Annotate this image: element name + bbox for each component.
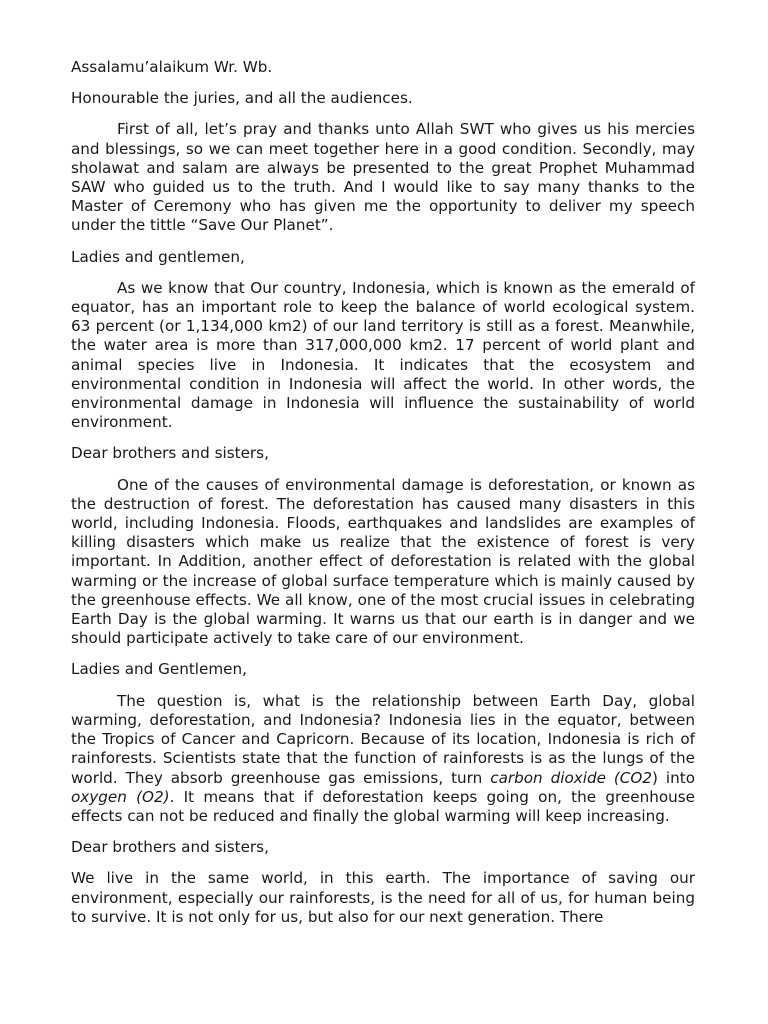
paragraph-2: As we know that Our country, Indonesia, which is known as the emerald of equator, has an important role to keep the balance of world ecological system. 63 percent (or 1,134,000 km2) of our land territory is still as a forest. Meanwhile, the water area is more than 317,000,000 km2. 17 percent of world plant and animal species live in Indonesia. It indicates that the ecosystem and environmental condition in Indonesia will affect the world. In other words, the environmental damage in Indonesia will influence the sustainability of world environment.	[71, 278, 695, 432]
opening-address: Honourable the juries, and all the audiences.	[71, 89, 413, 108]
paragraph-4-text-c: . It means that if deforestation keeps going on, the greenhouse effects can not be reduced and finally the global warming will keep increasing.	[71, 787, 695, 825]
paragraph-4-text-a: The question is, what is the relationship between Earth Day, global warming, deforestation, and Indonesia? Indonesia lies in the equator, between the Tropics of Cancer and Capricorn. Because of its location, Indonesia is rich of rainforests. Scientists state that the function of rainforests is as the lungs of the world. They absorb greenhouse gas emissions, turn	[71, 691, 695, 787]
greeting: Assalamu’alaikum Wr. Wb.	[71, 58, 273, 76]
address-3: Ladies and Gentlemen,	[71, 660, 247, 679]
paragraph-4-text-b: ) into	[652, 768, 695, 787]
term-oxygen: oxygen (O2)	[71, 787, 170, 806]
paragraph-5: We live in the same world, in this earth. The importance of saving our environment, especially our rainforests, is the need for all of us, for human being to survive. It is not only for us, but also for our next generation. There	[71, 869, 695, 926]
document-page	[71, 58, 695, 939]
address-1: Ladies and gentlemen,	[71, 247, 245, 266]
paragraph-3: One of the causes of environmental damage is deforestation, or known as the destruction of forest. The deforestation has caused many disasters in this world, including Indonesia. Floods, earthquakes and landslides are examples of killing disasters which make us realize that the existence of forest is very important. In Addition, another effect of deforestation is related with the global warming or the increase of global surface temperature which is mainly caused by the greenhouse effects. We all know, one of the most crucial issues in celebrating Earth Day is the global warming. It warns us that our earth is in danger and we should participate actively to take care of our environment.	[71, 475, 695, 648]
paragraph-4	[71, 692, 695, 826]
address-2: Dear brothers and sisters,	[71, 444, 269, 463]
term-carbon-dioxide: carbon dioxide (CO2	[490, 768, 653, 787]
address-4: Dear brothers and sisters,	[71, 838, 269, 857]
paragraph-1: First of all, let’s pray and thanks unto Allah SWT who gives us his mercies and blessings, so we can meet together here in a good condition. Secondly, may sholawat and salam are always be presented to the great Prophet Muhammad SAW who guided us to the truth. And I would like to say many thanks to the Master of Ceremony who has given me the opportunity to deliver my speech under the tittle “Save Our Planet”.	[71, 120, 695, 235]
